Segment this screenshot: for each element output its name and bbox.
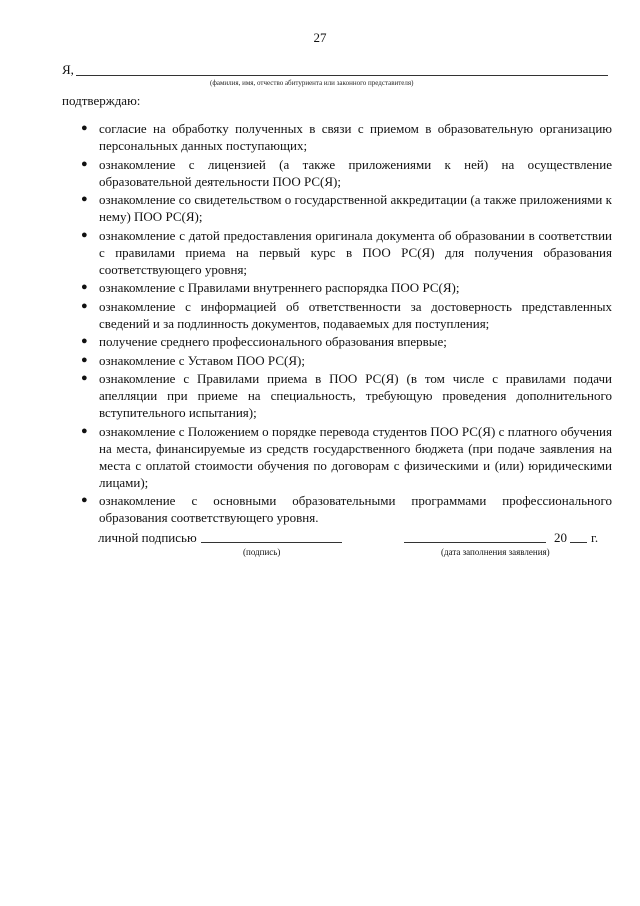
bullet-icon: ● (81, 424, 88, 437)
date-caption: (дата заполнения заявления) (441, 547, 550, 557)
name-row (62, 62, 608, 78)
list-item-text: ознакомление со свидетельством о государственной аккредитации (а также приложениями к нему) ПОО РС(Я); (99, 192, 612, 224)
date-line (404, 542, 546, 543)
list-item-text: ознакомление с Положением о порядке перевода студентов ПОО РС(Я) с платного обучения на места, финансируемые из средств государственного бюджета (при подаче заявления на места с оплатой стоимости обучения по договорам с физическими и (или) юридическими лицами); (99, 423, 612, 490)
bullet-icon: ● (81, 335, 88, 347)
confirm-text: подтверждаю: (62, 93, 141, 108)
list-item-text: согласие на обработку полученных в связи с приемом в образовательную организацию персональных данных поступающих; (99, 121, 612, 153)
year-prefix: 20 (554, 530, 567, 545)
name-caption: (фамилия, имя, отчество абитуриента или законного представителя) (210, 79, 414, 87)
list-item (62, 298, 612, 332)
year-suffix: г. (591, 530, 599, 545)
list-item-text: ознакомление с Уставом ПОО РС(Я); (99, 352, 305, 368)
list-item (62, 227, 612, 278)
name-prefix: Я, (62, 62, 74, 77)
signature-line (201, 542, 342, 543)
list-item (62, 423, 612, 491)
list-item-text: ознакомление с лицензией (а также приложениями к ней) на осуществление образовательной деятельности ПОО РС(Я); (99, 156, 612, 189)
bullet-icon: ● (81, 193, 88, 205)
bullet-icon: ● (81, 353, 88, 366)
list-item (62, 191, 612, 225)
bullet-icon: ● (81, 228, 88, 241)
bullet-icon: ● (81, 157, 88, 170)
list-item-text: ознакомление с информацией об ответственности за достоверность представленных сведений и за подлинность документов, подаваемых для поступления; (99, 298, 612, 331)
list-item (62, 333, 612, 350)
list-item (62, 492, 612, 526)
signature-label: личной подписью (98, 530, 197, 545)
signature-row (98, 530, 602, 546)
bullet-icon: ● (81, 281, 88, 293)
consent-list (62, 120, 612, 528)
name-fill-line (76, 75, 608, 76)
list-item (62, 370, 612, 421)
bullet-icon: ● (81, 372, 88, 384)
list-item-text: ознакомление с датой предоставления оригинала документа об образовании в соответствии с правилами приема на первый курс в ПОО РС(Я) для получения образования соответствующего уровня; (99, 227, 612, 277)
signature-caption: (подпись) (243, 547, 281, 557)
list-item (62, 120, 612, 154)
list-item-text: получение среднего профессионального образования впервые; (99, 334, 447, 349)
bullet-icon: ● (81, 299, 88, 312)
list-item-text: ознакомление с Правилами внутреннего распорядка ПОО РС(Я); (99, 280, 460, 295)
bullet-icon: ● (81, 122, 88, 134)
list-item (62, 352, 612, 369)
list-item (62, 279, 612, 296)
list-item-text: ознакомление с основными образовательными программами профессионального образования соответствующего уровня. (99, 493, 612, 525)
page-number: 27 (313, 30, 327, 45)
bullet-icon: ● (81, 494, 88, 506)
list-item-text: ознакомление с Правилами приема в ПОО РС(Я) (в том числе с правилами подачи апелляции при приеме на специальность, требующую проведения дополнительного вступительного испытания); (99, 371, 612, 420)
year-line (570, 542, 587, 543)
list-item (62, 156, 612, 190)
